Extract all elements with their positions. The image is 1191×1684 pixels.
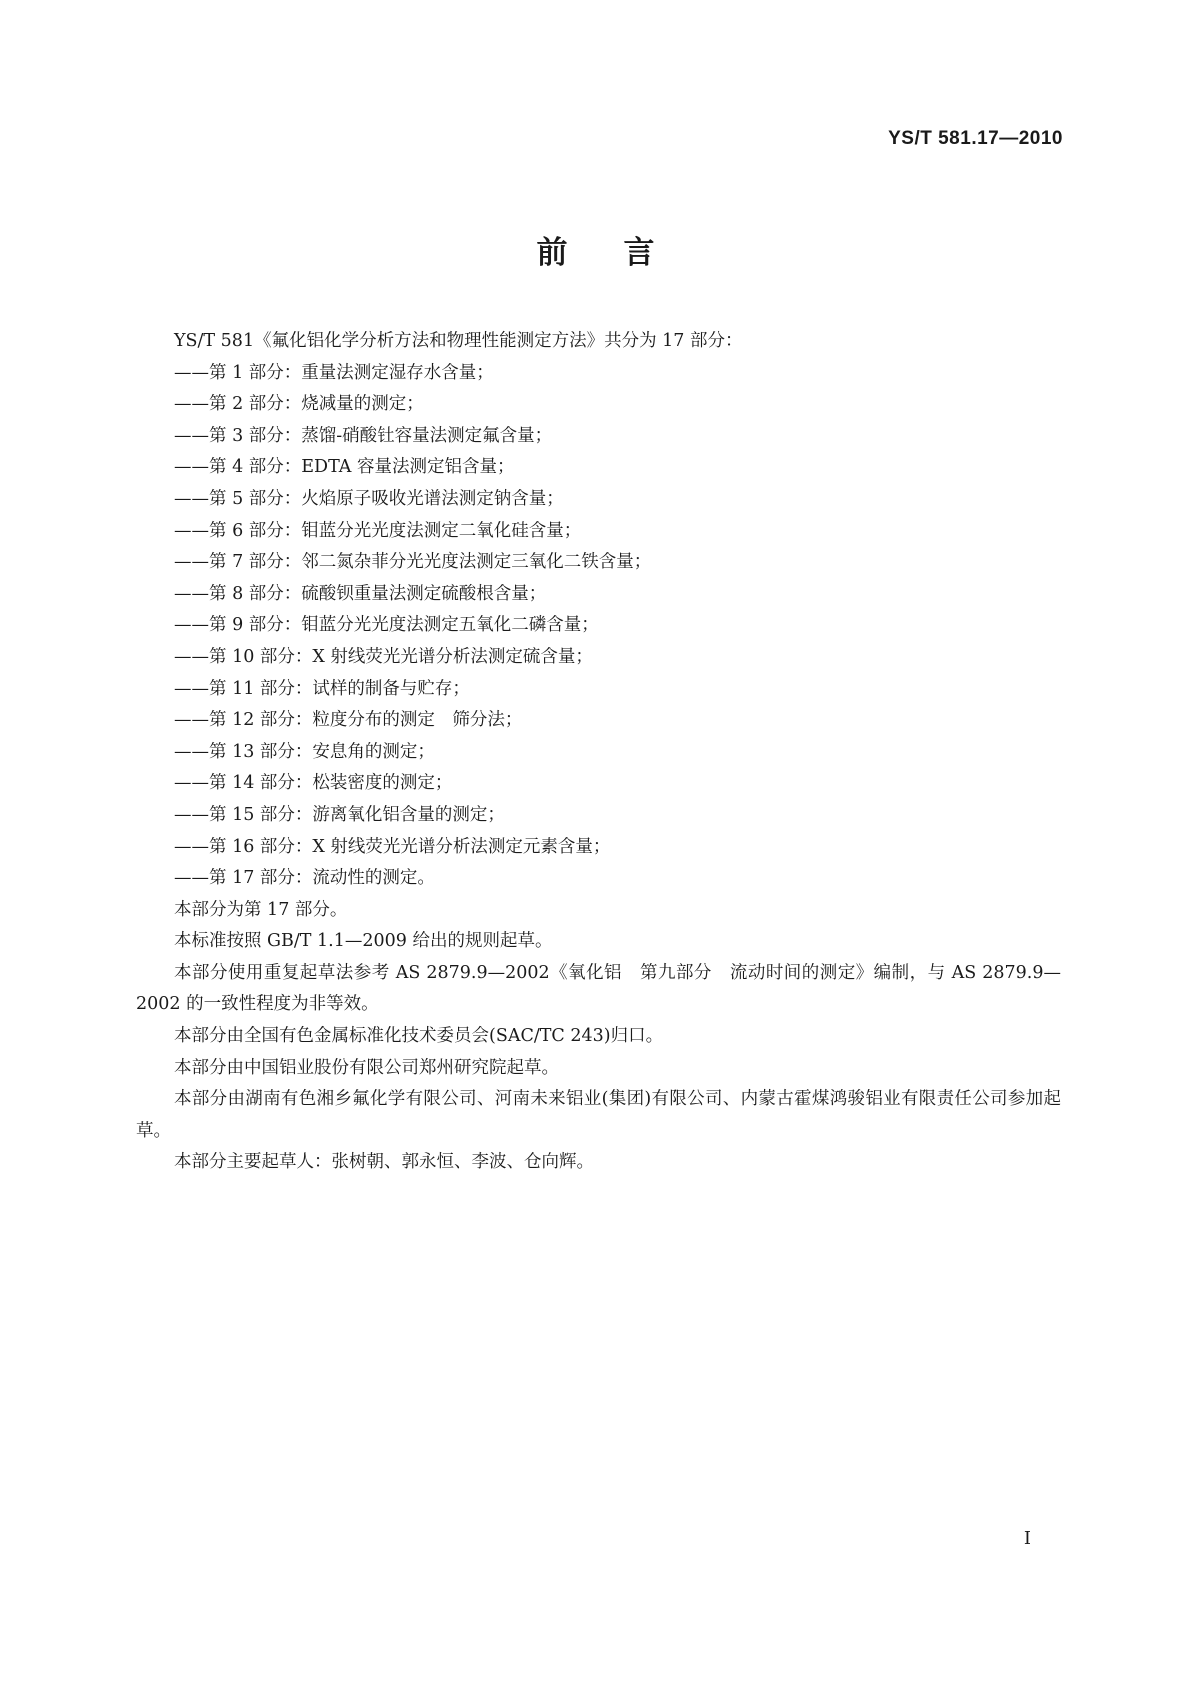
drafted-by-paragraph: 本部分由中国铝业股份有限公司郑州研究院起草。: [174, 1057, 559, 1078]
page-number: I: [1023, 1528, 1031, 1549]
list-item: ——第 7 部分：邻二氮杂菲分光光度法测定三氧化二铁含量；: [174, 552, 652, 573]
this-part-paragraph: 本部分为第 17 部分。: [174, 899, 348, 920]
list-item: ——第 3 部分：蒸馏-硝酸钍容量法测定氟含量；: [174, 425, 553, 446]
list-item: ——第 5 部分：火焰原子吸收光谱法测定钠含量；: [174, 488, 564, 509]
list-item: ——第 11 部分：试样的制备与贮存；: [174, 678, 470, 699]
list-item: ——第 1 部分：重量法测定湿存水含量；: [174, 362, 494, 383]
list-item: ——第 10 部分：X 射线荧光光谱分析法测定硫含量；: [174, 646, 593, 667]
list-item: ——第 6 部分：钼蓝分光光度法测定二氧化硅含量；: [174, 520, 582, 541]
list-item: ——第 4 部分：EDTA 容量法测定铝含量；: [174, 457, 515, 478]
list-item: ——第 8 部分：硫酸钡重量法测定硫酸根含量；: [174, 583, 547, 604]
drafting-rules-paragraph: 本标准按照 GB/T 1.1—2009 给出的规则起草。: [174, 931, 553, 952]
list-item: ——第 9 部分：钼蓝分光光度法测定五氧化二磷含量；: [174, 615, 599, 636]
list-item: ——第 17 部分：流动性的测定。: [174, 868, 435, 889]
list-item: ——第 13 部分：安息角的测定；: [174, 741, 435, 762]
list-item: ——第 12 部分：粒度分布的测定 筛分法；: [174, 710, 523, 731]
reference-paragraph: 本部分使用重复起草法参考 AS 2879.9—2002《氧化铝 第九部分 流动时间的测定》编制，与 AS 2879.9—2002 的一致性程度为非等效。: [136, 962, 1061, 1015]
foreword-body: [136, 326, 1061, 1179]
parts-list: [136, 358, 1061, 895]
list-item: ——第 16 部分：X 射线荧光光谱分析法测定元素含量；: [174, 836, 611, 857]
participants-paragraph: 本部分由湖南有色湘乡氟化学有限公司、河南未来铝业(集团)有限公司、内蒙古霍煤鸿骏铝业有限责任公司参加起草。: [136, 1089, 1061, 1141]
intro-paragraph: YS/T 581《氟化铝化学分析方法和物理性能测定方法》共分为 17 部分：: [174, 331, 743, 351]
drafters-paragraph: 本部分主要起草人：张树朝、郭永恒、李波、仓向辉。: [174, 1152, 594, 1173]
list-item: ——第 15 部分：游离氧化铝含量的测定；: [174, 804, 505, 825]
page-title: 前言: [536, 235, 711, 271]
list-item: ——第 14 部分：松装密度的测定；: [174, 773, 453, 794]
centralized-paragraph: 本部分由全国有色金属标准化技术委员会(SAC/TC 243)归口。: [174, 1026, 664, 1047]
standard-code: YS/T 581.17—2010: [888, 128, 1063, 149]
list-item: ——第 2 部分：烧减量的测定；: [174, 394, 424, 415]
